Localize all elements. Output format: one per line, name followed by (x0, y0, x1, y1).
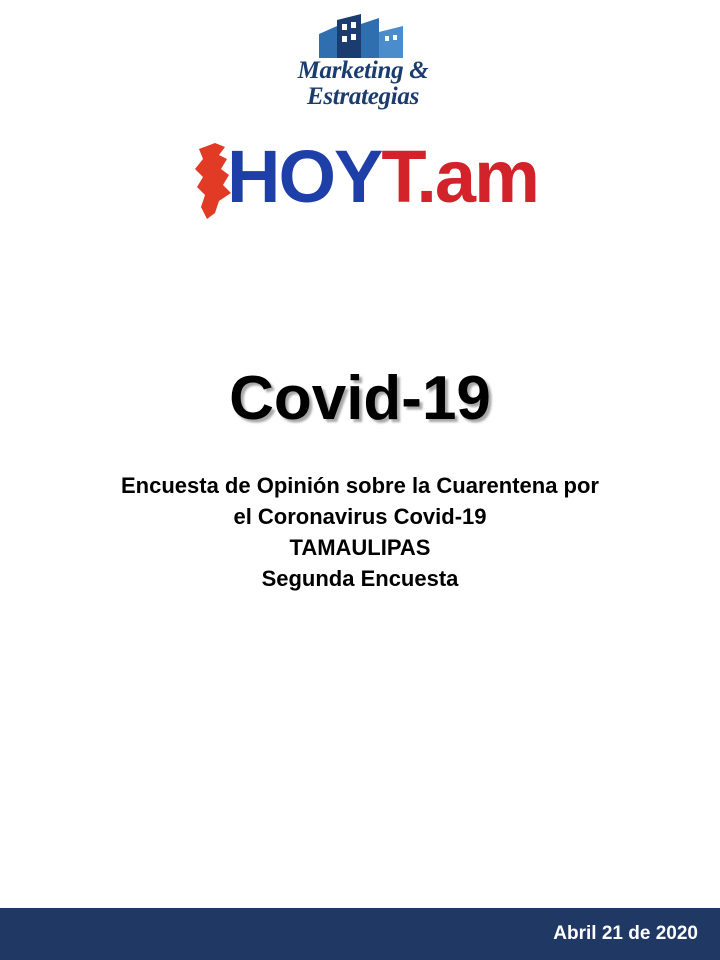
buildings-icon (317, 14, 409, 58)
marketing-line-2: Estrategias (307, 83, 419, 110)
hoyt-logo (185, 129, 538, 229)
marketing-estrategias-logo (273, 14, 453, 124)
page-title: Covid-19 (229, 364, 491, 433)
page-subtitle (0, 470, 720, 594)
subtitle-line-1: Encuesta de Opinión sobre la Cuarentena por (121, 473, 599, 498)
subtitle-line-2: el Coronavirus Covid-19 (233, 504, 487, 529)
hoyt-red-text: T.am (381, 135, 538, 218)
subtitle-line-4: Segunda Encuesta (261, 566, 459, 591)
hoyt-blue-text: HOY (227, 135, 382, 218)
footer-bar (0, 908, 720, 960)
marketing-estrategias-wordmark (273, 58, 453, 110)
logo-area (0, 14, 720, 234)
hoyt-wordmark (227, 129, 538, 225)
subtitle-line-3: TAMAULIPAS (289, 535, 431, 560)
footer-date: Abril 21 de 2020 (553, 923, 698, 944)
marketing-line-1: Marketing & (297, 57, 429, 84)
